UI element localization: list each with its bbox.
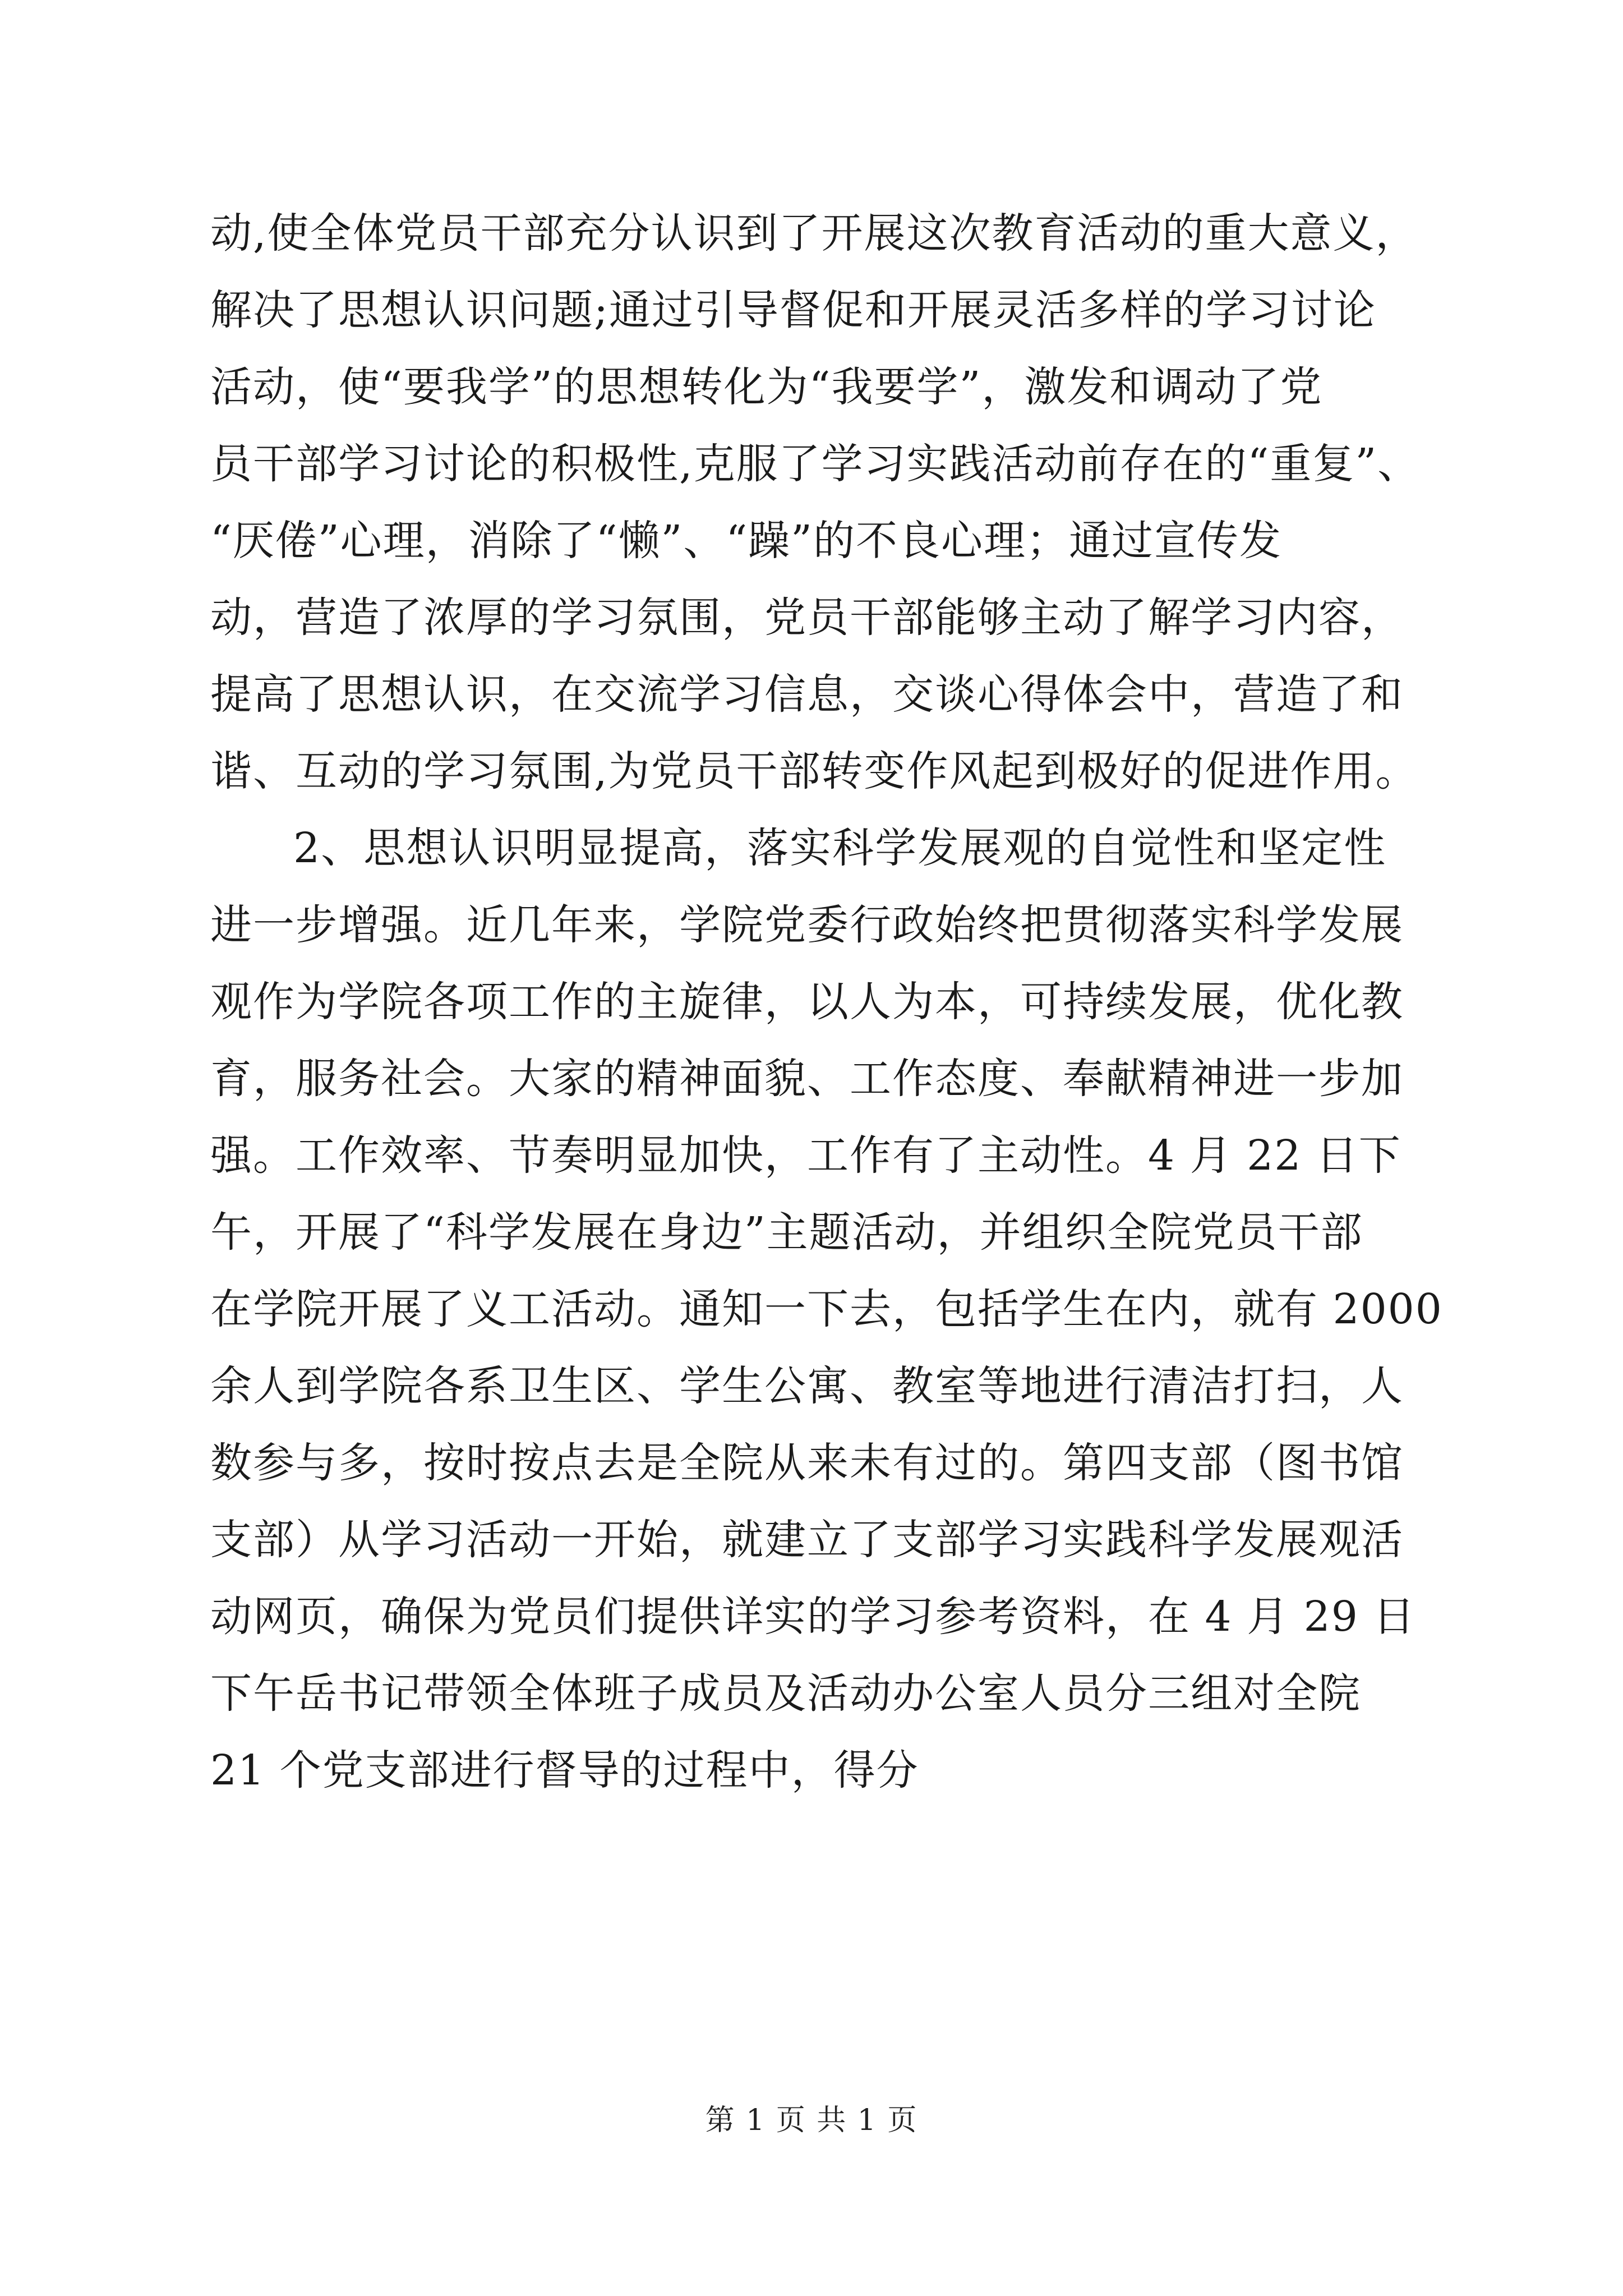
page-footer [0,2101,1623,2140]
text-line: 21 个党支部进行督导的过程中，得分 [210,1746,919,1795]
text-line: 数参与多，按时按点去是全院从来未有过的。第四支部（图书馆 [210,1439,1404,1487]
text-line: 强。工作效率、节奏明显加快，工作有了主动性。4 月 22 日下 [210,1131,1401,1180]
text-line: 进一步增强。近几年来，学院党委行政始终把贯彻落实科学发展 [210,901,1404,949]
text-line: 动，营造了浓厚的学习氛围，党员干部能够主动了解学习内容， [210,593,1404,642]
text-line: 午，开展了“科学发展在身边”主题活动，并组织全院党员干部 [210,1208,1363,1257]
body-text [210,195,1444,1809]
text-line: 谐、互动的学习氛围,为党员干部转变作风起到极好的促进作用。 [210,747,1418,795]
text-line: “厌倦”心理，消除了“懒”、“躁”的不良心理；通过宣传发 [210,517,1282,565]
text-line: 解决了思想认识问题;通过引导督促和开展灵活多样的学习讨论 [210,286,1376,334]
text-line: 下午岳书记带领全体班子成员及活动办公室人员分三组对全院 [210,1669,1361,1718]
text-line: 员干部学习讨论的积极性,克服了学习实践活动前存在的“重复”、 [210,440,1421,488]
paragraph-start-line: 2、思想认识明显提高，落实科学发展观的自觉性和坚定性 [293,824,1387,872]
page-number-label: 第 1 页 共 1 页 [705,2104,918,2137]
text-line: 动,使全体党员干部充分认识到了开展这次教育活动的重大意义， [210,209,1418,257]
text-line: 提高了思想认识，在交流学习信息，交谈心得体会中，营造了和 [210,670,1404,719]
text-line: 支部）从学习活动一开始，就建立了支部学习实践科学发展观活 [210,1516,1404,1564]
text-line: 观作为学院各项工作的主旋律，以人为本，可持续发展，优化教 [210,978,1404,1026]
text-line: 动网页，确保为党员们提供详实的学习参考资料，在 4 月 29 日 [210,1593,1416,1641]
text-line: 活动，使“要我学”的思想转化为“我要学”，激发和调动了党 [210,363,1323,411]
text-line: 余人到学院各系卫生区、学生公寓、教室等地进行清洁打扫，人 [210,1362,1404,1410]
text-line: 在学院开展了义工活动。通知一下去，包括学生在内，就有 2000 [210,1285,1443,1333]
text-line: 育，服务社会。大家的精神面貌、工作态度、奉献精神进一步加 [210,1055,1404,1103]
